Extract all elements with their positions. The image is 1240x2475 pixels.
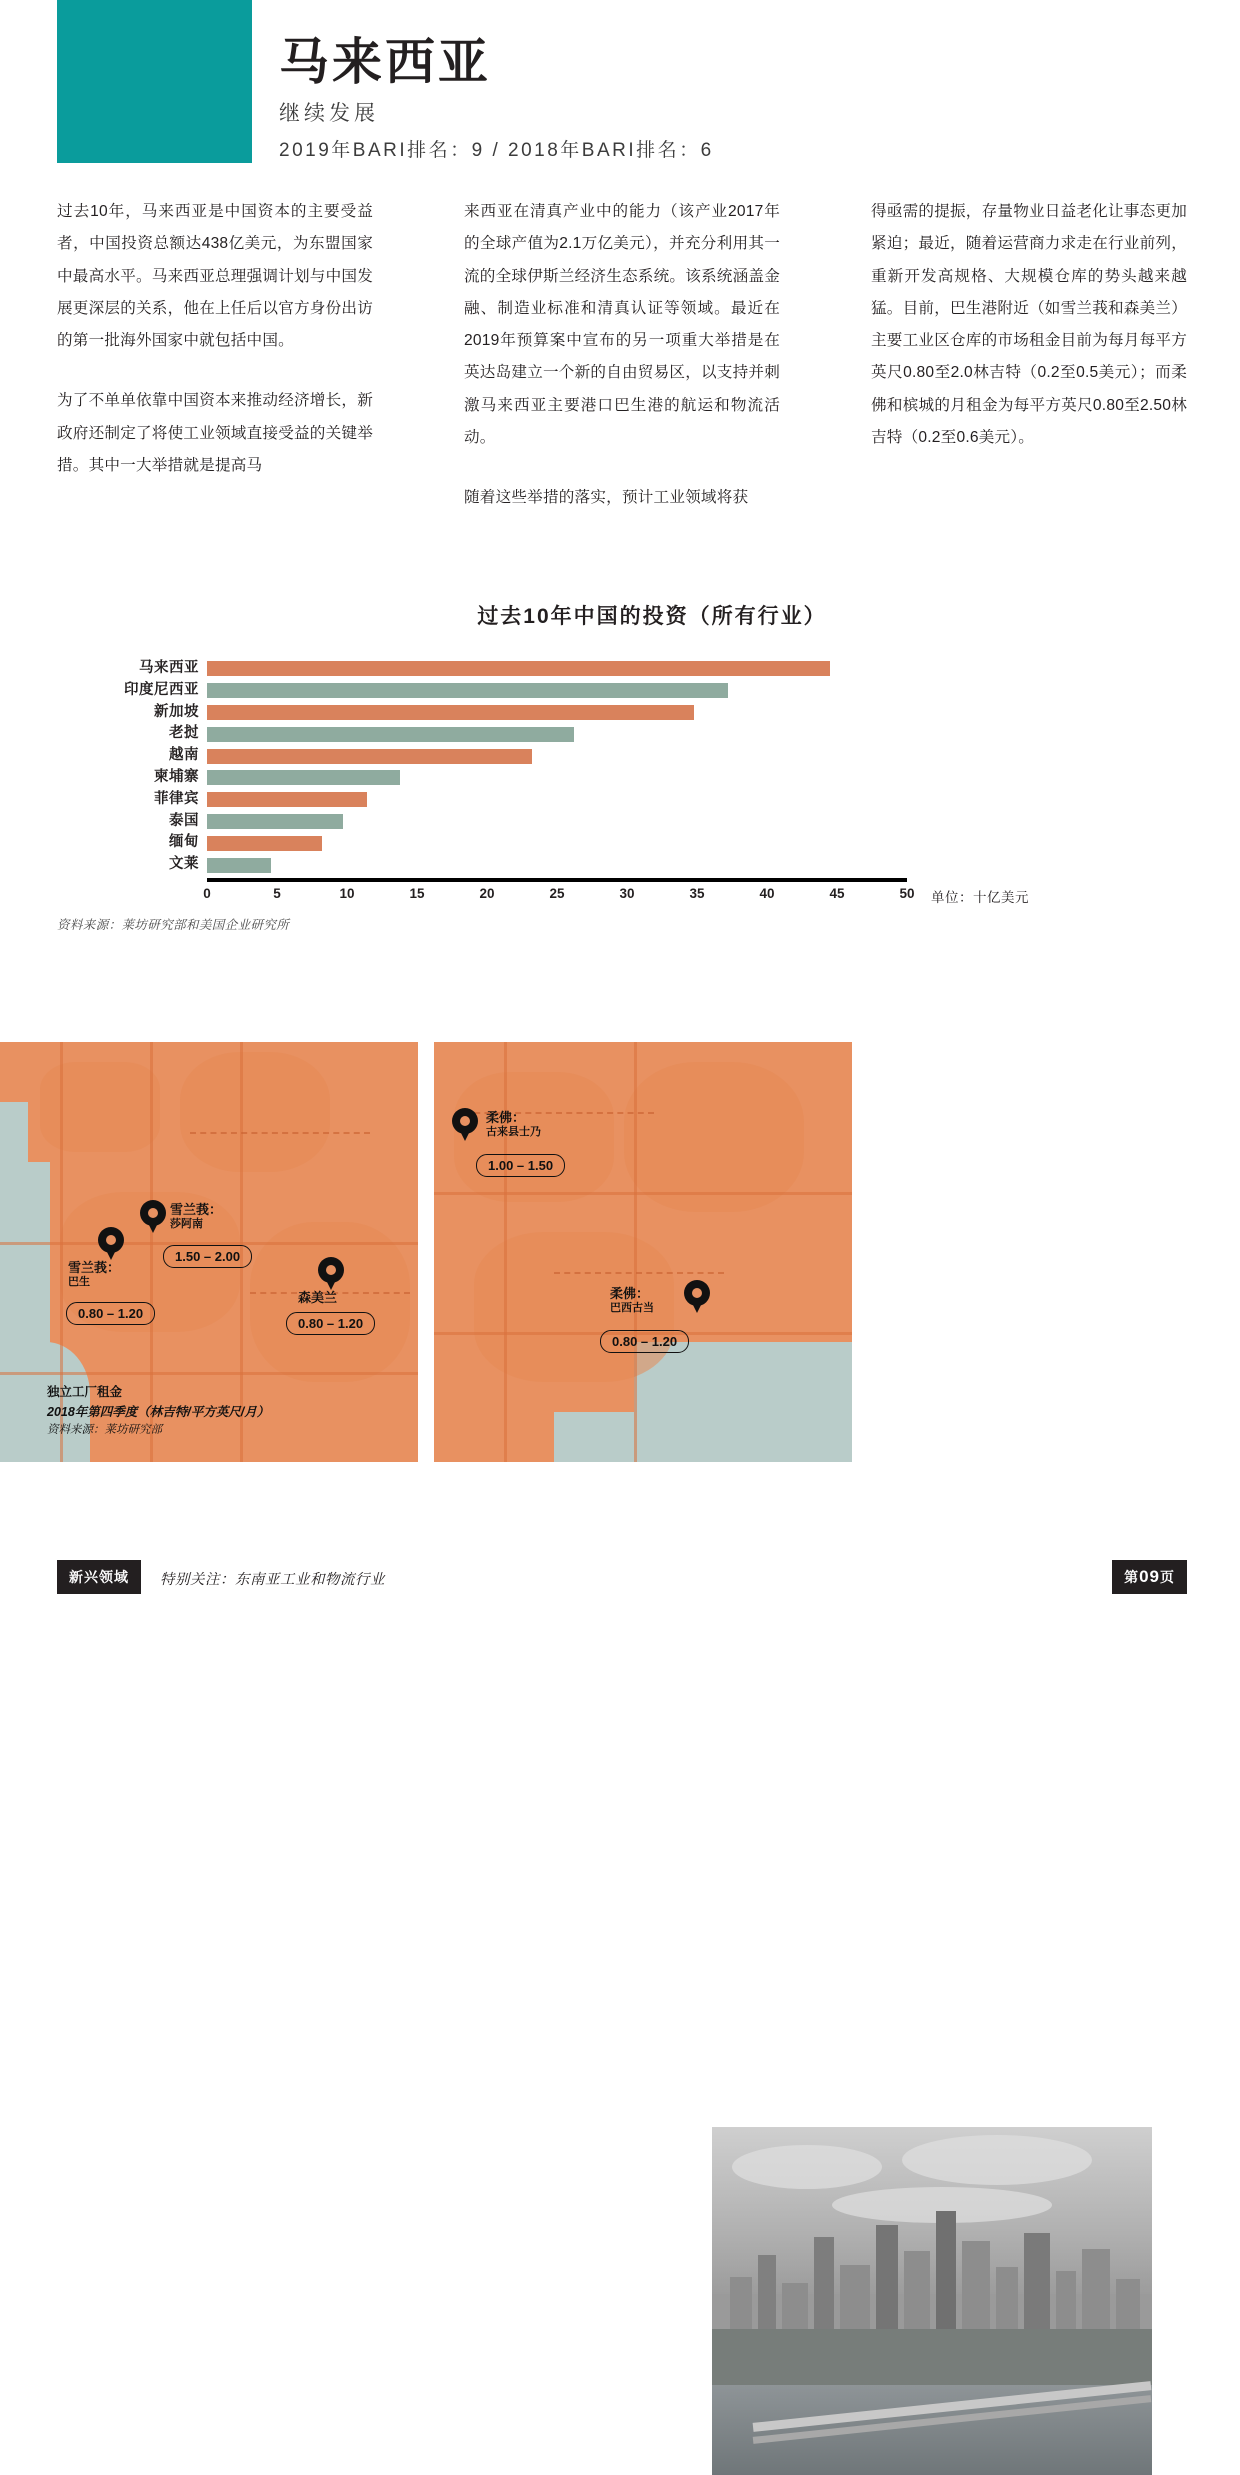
pin-tip-icon	[104, 1246, 118, 1260]
chart-title: 过去10年中国的投资（所有行业）	[477, 605, 827, 628]
chart-bar-row	[207, 767, 1187, 789]
caption-source: 资料来源：莱坊研究部	[47, 1424, 162, 1437]
map-water	[0, 1102, 28, 1192]
chart-bar	[207, 749, 532, 764]
photo-building	[1082, 2249, 1110, 2329]
photo-building	[782, 2283, 808, 2329]
photo-building	[1056, 2271, 1076, 2329]
chart-bar-row	[207, 811, 1187, 833]
chart-tick-label: 15	[409, 886, 425, 901]
chart-bar-row	[207, 745, 1187, 767]
chart-category-label: 印度尼西亚	[124, 681, 199, 698]
marker-name: 雪兰莪：	[68, 1260, 121, 1275]
photo-building	[962, 2241, 990, 2329]
chart-tick-label: 10	[339, 886, 355, 901]
photo-building	[840, 2265, 870, 2329]
map-border-line	[190, 1132, 370, 1134]
chart-tick-label: 20	[479, 886, 495, 901]
map-marker-label	[610, 1286, 654, 1316]
chart-bars	[203, 656, 1187, 905]
paragraph: 过去10年，马来西亚是中国资本的主要受益者，中国投资总额达438亿美元，为东盟国家中最高水平。马来西亚总理强调计划与中国发展更深层的关系，他在上任后以官方身份出访的第一批海外国家中就包括中国。	[57, 203, 373, 350]
photo-building	[876, 2225, 898, 2329]
chart-bar	[207, 792, 367, 807]
map-price-chip: 0.80 – 1.20	[66, 1302, 155, 1325]
caption-subtitle: 2018年第四季度（林吉特/平方英尺/月）	[47, 1404, 270, 1419]
chart-tick-label: 30	[619, 886, 635, 901]
map-pin[interactable]	[98, 1227, 124, 1261]
chart-plot-area	[57, 656, 1187, 905]
chart-bar	[207, 705, 694, 720]
map-pin[interactable]	[452, 1108, 478, 1142]
photo-building	[758, 2255, 776, 2329]
chart-bar	[207, 814, 343, 829]
paragraph: 为了不单单依靠中国资本来推动经济增长，新政府还制定了将使工业领域直接受益的关键举措。其中一大举措就是提高马	[57, 392, 373, 474]
map-price-chip: 1.50 – 2.00	[163, 1245, 252, 1268]
chart-bar-row	[207, 723, 1187, 745]
article-column-3	[871, 196, 1187, 542]
chart-bar-row	[207, 702, 1187, 724]
chart-bar-row	[207, 658, 1187, 680]
map-johor[interactable]	[434, 1042, 852, 1462]
map-road	[434, 1192, 852, 1195]
city-skyline-photo	[712, 2127, 1152, 2475]
article-column-1	[57, 196, 373, 542]
photo-building	[996, 2267, 1018, 2329]
map-landmass	[624, 1062, 804, 1212]
chart-category-label: 老挝	[169, 725, 199, 742]
photo-building	[904, 2251, 930, 2329]
page-subtitle: 继续发展	[279, 101, 379, 125]
paragraph: 随着这些举措的落实，预计工业领域将获	[464, 489, 749, 507]
bari-rank-line: 2019年BARI排名：9 / 2018年BARI排名：6	[279, 139, 714, 161]
chart-bar-row	[207, 832, 1187, 854]
marker-sublabel: 古来县士乃	[486, 1126, 541, 1139]
marker-name: 森美兰	[298, 1290, 338, 1305]
map-pin[interactable]	[318, 1257, 344, 1291]
page-number-badge	[1112, 1560, 1187, 1594]
map-caption	[47, 1383, 269, 1440]
accent-block	[57, 0, 252, 163]
photo-cloud	[732, 2145, 882, 2189]
photo-building	[1116, 2279, 1140, 2329]
map-border-line	[554, 1272, 724, 1274]
chart-x-axis	[207, 878, 907, 882]
photo-building	[814, 2237, 834, 2329]
chart-category-label: 文莱	[169, 856, 199, 873]
chart-category-label: 菲律宾	[154, 790, 199, 807]
chart-source-note: 资料来源：莱坊研究部和美国企业研究所	[57, 918, 290, 932]
map-marker-label	[298, 1290, 337, 1306]
article-column-2	[464, 196, 780, 542]
photo-riverbank	[712, 2329, 1152, 2385]
page-header	[0, 0, 1240, 180]
article-body	[57, 196, 1187, 542]
chart-tick-label: 0	[203, 886, 211, 901]
pin-tip-icon	[146, 1219, 160, 1233]
chart-tick-label: 5	[273, 886, 281, 901]
chart-category-label: 缅甸	[169, 834, 199, 851]
map-road	[504, 1042, 507, 1462]
map-marker-label	[68, 1260, 120, 1290]
page-suffix: 页	[1160, 1569, 1175, 1585]
page-number: 09	[1139, 1567, 1160, 1586]
caption-title: 独立工厂租金	[47, 1385, 123, 1400]
map-selangor[interactable]	[0, 1042, 418, 1462]
chart-bar-row	[207, 854, 1187, 876]
map-price-chip: 0.80 – 1.20	[600, 1330, 689, 1353]
paragraph: 来西亚在清真产业中的能力（该产业2017年的全球产值为2.1万亿美元），并充分利用其一流的全球伊斯兰经济生态系统。该系统涵盖金融、制造业标准和清真认证等领域。最近在2019年预算案中宣布的另一项重大举措是在英达岛建立一个新的自由贸易区，以支持并刺激马来西亚主要港口巴生港的航运和物流活动。	[464, 203, 780, 446]
chart-category-label: 柬埔寨	[154, 768, 199, 785]
photo-cloud	[902, 2135, 1092, 2185]
photo-building	[730, 2277, 752, 2329]
pin-tip-icon	[458, 1127, 472, 1141]
map-marker-label	[486, 1110, 541, 1140]
map-price-chip: 0.80 – 1.20	[286, 1312, 375, 1335]
chart-bar	[207, 661, 830, 676]
photo-building	[936, 2211, 956, 2329]
chart-bar	[207, 836, 322, 851]
footer-section-tag: 新兴领域	[57, 1560, 141, 1594]
marker-sublabel: 巴生	[68, 1276, 90, 1289]
marker-sublabel: 巴西古当	[610, 1302, 654, 1315]
photo-building	[1024, 2233, 1050, 2329]
map-marker-label	[170, 1202, 222, 1232]
page-footer	[0, 1560, 1240, 1620]
chart-bar	[207, 770, 400, 785]
chart-bar-row	[207, 789, 1187, 811]
marker-name: 柔佛：	[610, 1286, 650, 1301]
map-road	[634, 1042, 637, 1462]
map-landmass	[180, 1052, 330, 1172]
chart-category-label: 马来西亚	[139, 660, 199, 676]
maps-section	[0, 1042, 1240, 1462]
chart-bar-row	[207, 680, 1187, 702]
page-title: 马来西亚	[279, 34, 491, 90]
map-pin[interactable]	[684, 1280, 710, 1314]
title-group	[279, 36, 1179, 162]
chart-unit-label: 单位：十亿美元	[931, 890, 1029, 905]
chart-tick-label: 35	[689, 886, 705, 901]
map-pin[interactable]	[140, 1200, 166, 1234]
chart-category-label: 新加坡	[154, 703, 199, 720]
pin-tip-icon	[690, 1299, 704, 1313]
map-water	[554, 1412, 684, 1462]
marker-name: 雪兰莪：	[170, 1202, 223, 1217]
footer-description: 特别关注：东南亚工业和物流行业	[160, 1572, 385, 1588]
chart-bar	[207, 683, 728, 698]
chart-bar	[207, 727, 574, 742]
chart-category-label: 泰国	[169, 812, 199, 829]
map-road	[0, 1372, 418, 1375]
marker-name: 柔佛：	[486, 1110, 526, 1125]
pin-tip-icon	[324, 1276, 338, 1290]
photo-river	[712, 2385, 1152, 2475]
paragraph: 得亟需的提振，存量物业日益老化让事态更加紧迫；最近，随着运营商力求走在行业前列，重新开发高规格、大规模仓库的势头越来越猛。目前，巴生港附近（如雪兰莪和森美兰）主要工业区仓库的市场租金目前为每月每平方英尺0.80至2.0林吉特（0.2至0.5美元）；而柔佛和槟城的月租金为每平方英尺0.80至2.50林吉特（0.2至0.6美元）。	[871, 203, 1187, 446]
chart-tick-label: 40	[759, 886, 775, 901]
chart-tick-label: 25	[549, 886, 565, 901]
map-landmass	[40, 1062, 160, 1152]
page-prefix: 第	[1124, 1569, 1140, 1585]
chart-tick-label: 50	[899, 886, 915, 901]
chart-x-ticks	[203, 886, 915, 910]
chart-bar	[207, 858, 271, 873]
chart-tick-label: 45	[829, 886, 845, 901]
map-price-chip: 1.00 – 1.50	[476, 1154, 565, 1177]
marker-sublabel: 莎阿南	[170, 1218, 203, 1231]
chart-category-labels	[57, 656, 207, 876]
chart-category-label: 越南	[169, 747, 199, 764]
investment-bar-chart	[57, 600, 1187, 932]
